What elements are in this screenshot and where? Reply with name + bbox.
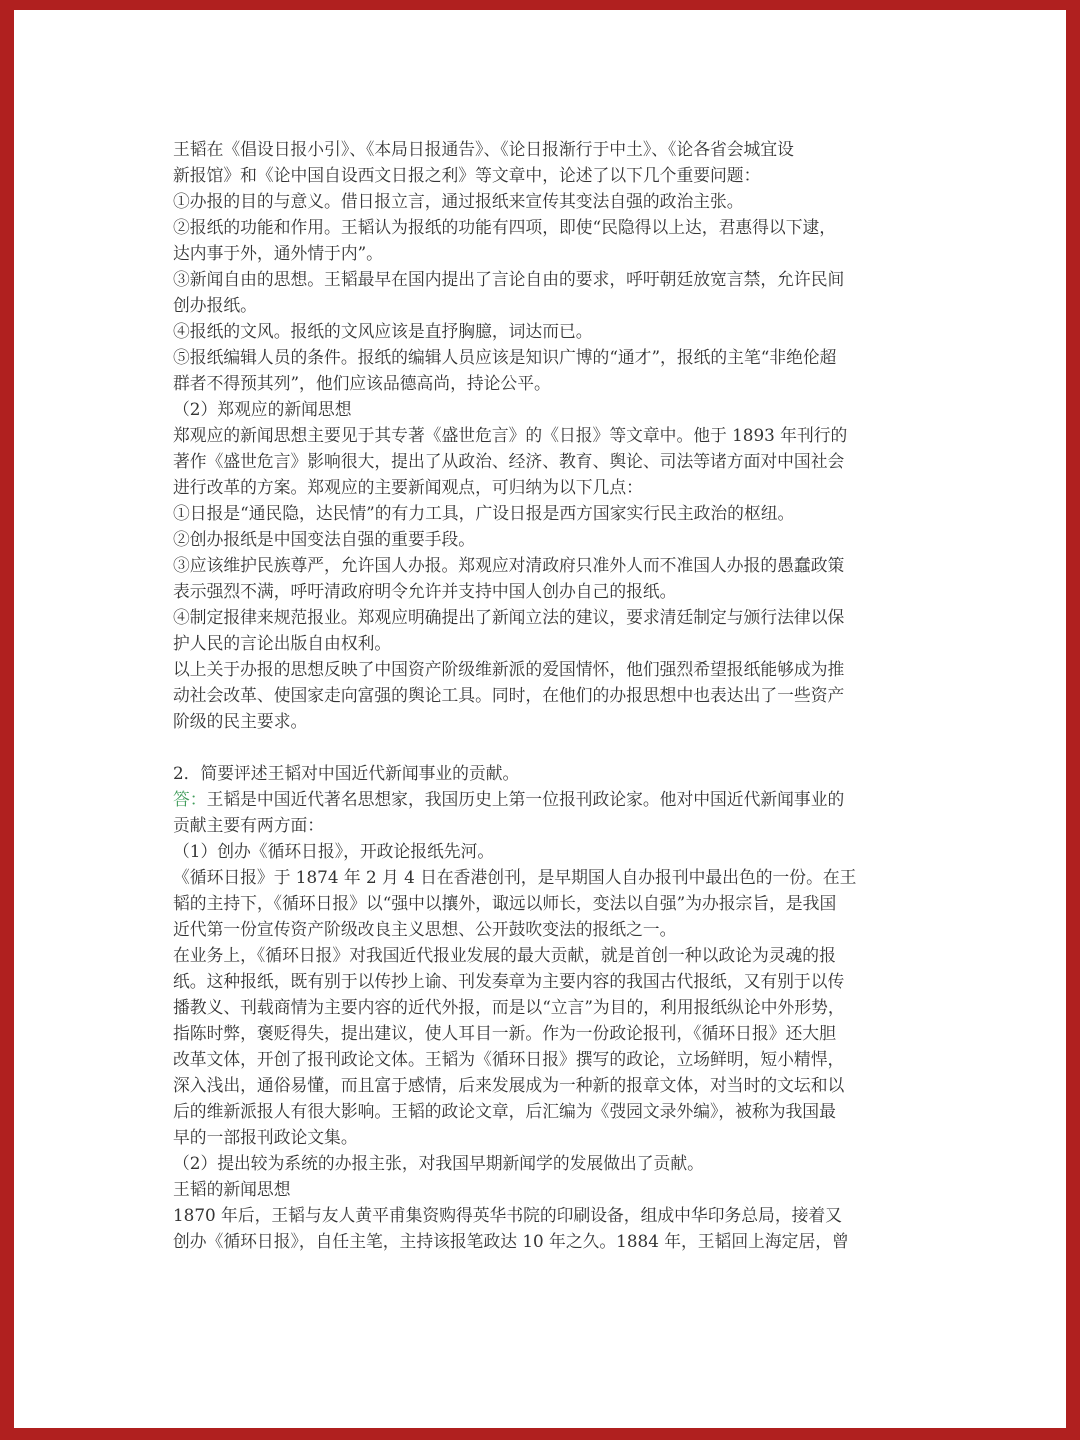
text-line: 进行改革的方案。郑观应的主要新闻观点，可归纳为以下几点： [173, 477, 643, 497]
text-line: ③应该维护民族尊严，允许国人办报。郑观应对清政府只准外人而不准国人办报的愚蠢政策 [173, 555, 845, 575]
text-line: 纸。这种报纸，既有别于以传抄上谕、刊发奏章为主要内容的我国古代报纸，又有别于以传 [173, 971, 845, 991]
paragraph-gap [173, 734, 913, 760]
text-line: 改革文体，开创了报刊政论文体。王韬为《循环日报》撰写的政论，立场鲜明，短小精悍， [173, 1049, 845, 1069]
text-line: 表示强烈不满，呼吁清政府明令允许并支持中国人创办自己的报纸。 [173, 581, 677, 601]
text-line: 郑观应的新闻思想主要见于其专著《盛世危言》的《日报》等文章中。他于 1893 年刊行的 [173, 425, 848, 445]
text-line: 深入浅出，通俗易懂，而且富于感情，后来发展成为一种新的报章文体，对当时的文坛和以 [173, 1075, 845, 1095]
answer-first-line-text: 王韬是中国近代著名思想家，我国历史上第一位报刊政论家。他对中国近代新闻事业的 [206, 789, 845, 809]
text-line: ④制定报律来规范报业。郑观应明确提出了新闻立法的建议，要求清廷制定与颁行法律以保 [173, 607, 845, 627]
answer-first-line [173, 786, 913, 812]
text-line: 达内事于外，通外情于内”。 [173, 243, 383, 263]
question-2: 2．简要评述王韬对中国近代新闻事业的贡献。 [173, 763, 520, 783]
text-line: 创办《循环日报》，自任主笔，主持该报笔政达 10 年之久。1884 年，王韬回上海定居，曾 [173, 1231, 849, 1251]
text-line: 1870 年后，王韬与友人黄平甫集资购得英华书院的印刷设备，组成中华印务总局，接着又 [173, 1205, 842, 1225]
text-line: 《循环日报》于 1874 年 2 月 4 日在香港创刊，是早期国人自办报刊中最出色的一份。在王 [173, 867, 857, 887]
text-line: 王韬在《倡设日报小引》、《本局日报通告》、《论日报渐行于中土》、《论各省会城宜设 [173, 139, 794, 159]
document-text [173, 136, 913, 1254]
text-line: （1）创办《循环日报》，开政论报纸先河。 [173, 841, 495, 861]
text-line: ⑤报纸编辑人员的条件。报纸的编辑人员应该是知识广博的“通才”，报纸的主笔“非绝伦超 [173, 347, 837, 367]
text-line: 护人民的言论出版自由权利。 [173, 633, 392, 653]
text-line: 韬的主持下，《循环日报》以“强中以攘外，诹远以师长，变法以自强”为办报宗旨，是我国 [173, 893, 837, 913]
section-wang-zheng-thoughts [173, 136, 913, 734]
text-line: ①日报是“通民隐，达民情”的有力工具，广设日报是西方国家实行民主政治的枢纽。 [173, 503, 795, 523]
text-line: （2）提出较为系统的办报主张，对我国早期新闻学的发展做出了贡献。 [173, 1153, 704, 1173]
text-line: 以上关于办报的思想反映了中国资产阶级维新派的爱国情怀，他们强烈希望报纸能够成为推 [173, 659, 845, 679]
text-line: 创办报纸。 [173, 295, 257, 315]
text-line: 指陈时弊，褒贬得失，提出建议，使人耳目一新。作为一份政论报刊，《循环日报》还大胆 [173, 1023, 836, 1043]
text-line: ④报纸的文风。报纸的文风应该是直抒胸臆，词达而已。 [173, 321, 593, 341]
text-line: ②创办报纸是中国变法自强的重要手段。 [173, 529, 476, 549]
text-line: 王韬的新闻思想 [173, 1179, 291, 1199]
text-line: 贡献主要有两方面： [173, 815, 325, 835]
text-line: 播教义、刊载商情为主要内容的近代外报，而是以“立言”为目的，利用报纸纵论中外形势， [173, 997, 845, 1017]
text-line: 早的一部报刊政论文集。 [173, 1127, 358, 1147]
text-line: 后的维新派报人有很大影响。王韬的政论文章，后汇编为《弢园文录外编》，被称为我国最 [173, 1101, 836, 1121]
answer-label: 答： [173, 789, 207, 809]
text-line: ③新闻自由的思想。王韬最早在国内提出了言论自由的要求，呼吁朝廷放宽言禁，允许民间 [173, 269, 845, 289]
text-line: ①办报的目的与意义。借日报立言，通过报纸来宣传其变法自强的政治主张。 [173, 191, 744, 211]
text-line: 新报馆》和《论中国自设西文日报之利》等文章中，论述了以下几个重要问题： [173, 165, 761, 185]
text-line: （2）郑观应的新闻思想 [173, 399, 352, 419]
text-line: 著作《盛世危言》影响很大，提出了从政治、经济、教育、舆论、司法等诸方面对中国社会 [173, 451, 845, 471]
section-answer-body [173, 812, 913, 1254]
text-line: ②报纸的功能和作用。王韬认为报纸的功能有四项，即使“民隐得以上达，君惠得以下逮， [173, 217, 837, 237]
text-line: 动社会改革、使国家走向富强的舆论工具。同时，在他们的办报思想中也表达出了一些资产 [173, 685, 845, 705]
text-line: 在业务上，《循环日报》对我国近代报业发展的最大贡献，就是首创一种以政论为灵魂的报 [173, 945, 836, 965]
text-line: 近代第一份宣传资产阶级改良主义思想、公开鼓吹变法的报纸之一。 [173, 919, 677, 939]
text-line: 群者不得预其列”，他们应该品德高尚，持论公平。 [173, 373, 551, 393]
text-line: 阶级的民主要求。 [173, 711, 308, 731]
